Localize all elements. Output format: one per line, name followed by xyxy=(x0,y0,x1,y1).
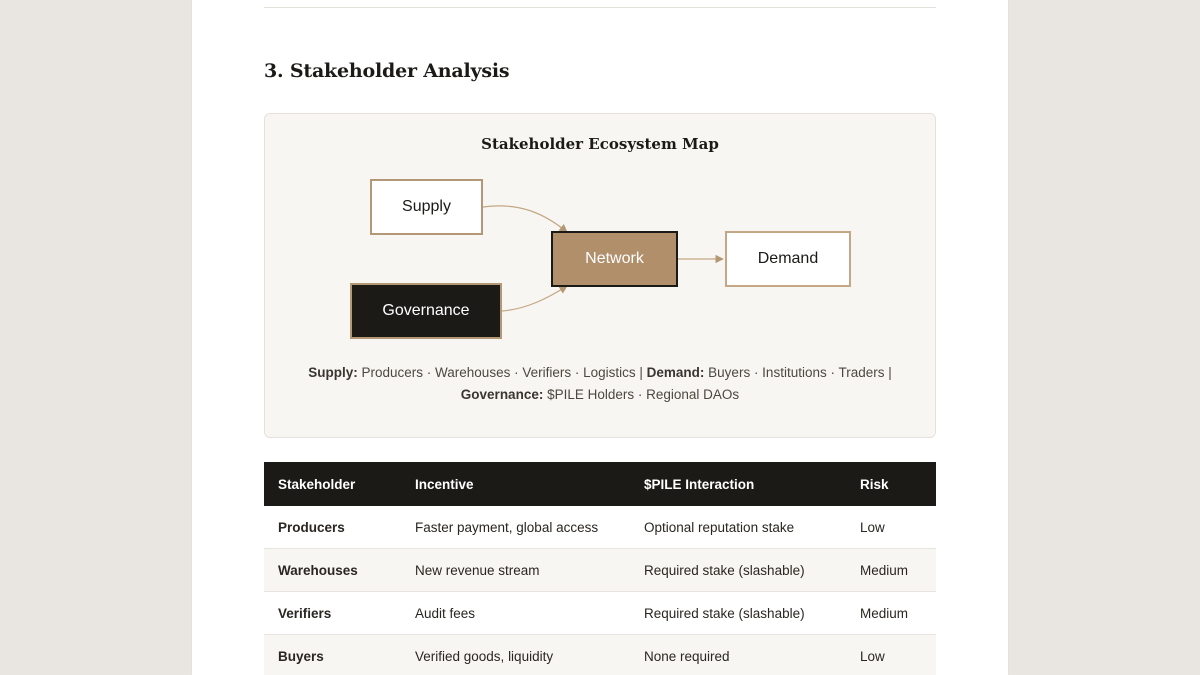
header-interaction: $PILE Interaction xyxy=(630,462,846,506)
legend-supply-label: Supply: xyxy=(308,365,358,380)
cell-incentive: Audit fees xyxy=(401,592,630,635)
cell-interaction: Required stake (slashable) xyxy=(630,592,846,635)
legend-demand-items: Buyers · Institutions · Traders | xyxy=(708,365,892,380)
cell-stakeholder: Buyers xyxy=(264,635,401,675)
node-supply: Supply xyxy=(370,179,483,235)
node-demand: Demand xyxy=(725,231,851,287)
section-divider xyxy=(264,7,936,8)
cell-stakeholder: Warehouses xyxy=(264,549,401,592)
cell-stakeholder: Producers xyxy=(264,506,401,549)
cell-interaction: Required stake (slashable) xyxy=(630,549,846,592)
node-governance: Governance xyxy=(350,283,502,339)
cell-incentive: Faster payment, global access xyxy=(401,506,630,549)
cell-risk: Low xyxy=(846,506,936,549)
header-risk: Risk xyxy=(846,462,936,506)
ecosystem-map-card xyxy=(264,113,936,438)
header-incentive: Incentive xyxy=(401,462,630,506)
cell-risk: Medium xyxy=(846,549,936,592)
legend-governance-label: Governance: xyxy=(460,387,544,402)
map-title: Stakeholder Ecosystem Map xyxy=(481,135,719,153)
legend-governance-items: $PILE Holders · Regional DAOs xyxy=(547,387,740,402)
table-header-row xyxy=(264,462,936,506)
table-row xyxy=(264,635,936,675)
supply-to-network-arrow xyxy=(483,206,567,232)
cell-risk: Medium xyxy=(846,592,936,635)
cell-risk: Low xyxy=(846,635,936,675)
cell-incentive: Verified goods, liquidity xyxy=(401,635,630,675)
section-title: 3. Stakeholder Analysis xyxy=(264,60,510,82)
legend-supply-items: Producers · Warehouses · Verifiers · Logistics | xyxy=(361,365,643,380)
document-page xyxy=(192,0,1008,675)
cell-stakeholder: Verifiers xyxy=(264,592,401,635)
cell-interaction: Optional reputation stake xyxy=(630,506,846,549)
table-row xyxy=(264,592,936,635)
legend-demand-label: Demand: xyxy=(646,365,705,380)
map-legend xyxy=(285,362,915,406)
table-row xyxy=(264,549,936,592)
stakeholder-table xyxy=(264,462,936,675)
cell-incentive: New revenue stream xyxy=(401,549,630,592)
node-network: Network xyxy=(551,231,678,287)
header-stakeholder: Stakeholder xyxy=(264,462,401,506)
cell-interaction: None required xyxy=(630,635,846,675)
governance-to-network-arrow xyxy=(502,286,567,311)
table-row xyxy=(264,506,936,549)
